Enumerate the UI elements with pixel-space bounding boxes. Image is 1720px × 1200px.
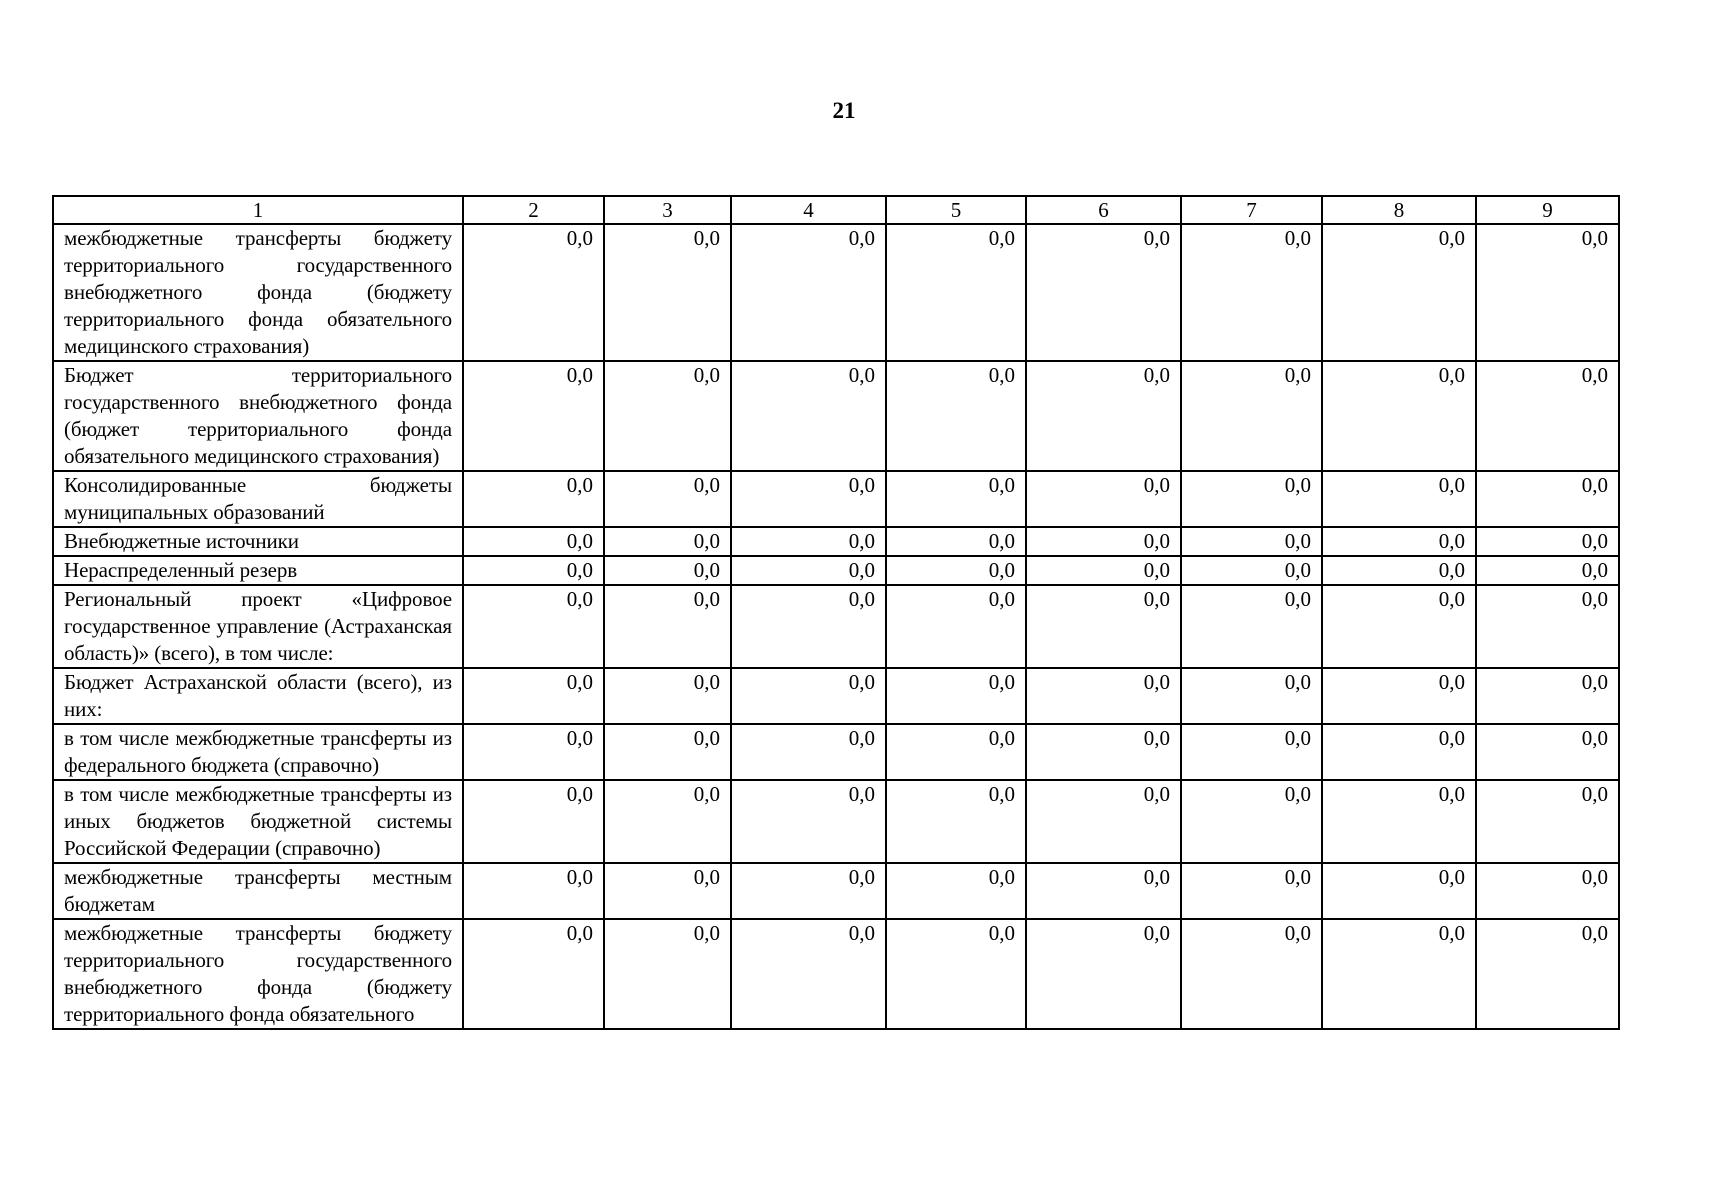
cell-value: 0,0 bbox=[604, 527, 731, 556]
cell-value: 0,0 bbox=[886, 919, 1026, 1029]
column-header: 2 bbox=[463, 196, 604, 224]
table-row bbox=[53, 780, 1619, 863]
cell-value: 0,0 bbox=[604, 361, 731, 471]
cell-value: 0,0 bbox=[1322, 224, 1476, 361]
table-row bbox=[53, 585, 1619, 668]
cell-value: 0,0 bbox=[604, 919, 731, 1029]
row-label: межбюджетные трансферты бюджету территориального государственного внебюджетного фонда (бюджету территориального фонда обязательного bbox=[53, 919, 463, 1029]
cell-value: 0,0 bbox=[1476, 780, 1619, 863]
cell-value: 0,0 bbox=[604, 585, 731, 668]
cell-value: 0,0 bbox=[1181, 724, 1322, 780]
row-label: Региональный проект «Цифровое государственное управление (Астраханская область)» (всего), в том числе: bbox=[53, 585, 463, 668]
table-row bbox=[53, 863, 1619, 919]
cell-value: 0,0 bbox=[731, 863, 886, 919]
cell-value: 0,0 bbox=[886, 224, 1026, 361]
cell-value: 0,0 bbox=[886, 780, 1026, 863]
column-header: 1 bbox=[53, 196, 463, 224]
cell-value: 0,0 bbox=[1181, 919, 1322, 1029]
cell-value: 0,0 bbox=[463, 863, 604, 919]
cell-value: 0,0 bbox=[463, 585, 604, 668]
cell-value: 0,0 bbox=[1026, 527, 1181, 556]
cell-value: 0,0 bbox=[463, 724, 604, 780]
row-label: межбюджетные трансферты бюджету территориального государственного внебюджетного фонда (бюджету территориального фонда обязательного медицинского страхования) bbox=[53, 224, 463, 361]
row-label: Нераспределенный резерв bbox=[53, 556, 463, 585]
row-label: в том числе межбюджетные трансферты из иных бюджетов бюджетной системы Российской Федерации (справочно) bbox=[53, 780, 463, 863]
column-header: 4 bbox=[731, 196, 886, 224]
row-label: Внебюджетные источники bbox=[53, 527, 463, 556]
cell-value: 0,0 bbox=[1181, 361, 1322, 471]
cell-value: 0,0 bbox=[886, 471, 1026, 527]
cell-value: 0,0 bbox=[731, 527, 886, 556]
cell-value: 0,0 bbox=[1322, 471, 1476, 527]
cell-value: 0,0 bbox=[604, 224, 731, 361]
row-label: Бюджет Астраханской области (всего), из них: bbox=[53, 668, 463, 724]
table-row bbox=[53, 224, 1619, 361]
cell-value: 0,0 bbox=[463, 471, 604, 527]
cell-value: 0,0 bbox=[463, 668, 604, 724]
cell-value: 0,0 bbox=[1476, 556, 1619, 585]
cell-value: 0,0 bbox=[604, 556, 731, 585]
table-row bbox=[53, 724, 1619, 780]
cell-value: 0,0 bbox=[1026, 585, 1181, 668]
cell-value: 0,0 bbox=[463, 361, 604, 471]
cell-value: 0,0 bbox=[604, 668, 731, 724]
cell-value: 0,0 bbox=[1181, 780, 1322, 863]
column-header: 9 bbox=[1476, 196, 1619, 224]
cell-value: 0,0 bbox=[463, 780, 604, 863]
cell-value: 0,0 bbox=[1181, 224, 1322, 361]
cell-value: 0,0 bbox=[886, 668, 1026, 724]
cell-value: 0,0 bbox=[886, 556, 1026, 585]
column-header: 3 bbox=[604, 196, 731, 224]
cell-value: 0,0 bbox=[604, 863, 731, 919]
cell-value: 0,0 bbox=[886, 527, 1026, 556]
cell-value: 0,0 bbox=[886, 724, 1026, 780]
row-label: межбюджетные трансферты местным бюджетам bbox=[53, 863, 463, 919]
table-body bbox=[53, 224, 1619, 1029]
cell-value: 0,0 bbox=[1026, 361, 1181, 471]
cell-value: 0,0 bbox=[886, 361, 1026, 471]
table-row bbox=[53, 556, 1619, 585]
cell-value: 0,0 bbox=[1476, 724, 1619, 780]
cell-value: 0,0 bbox=[1476, 361, 1619, 471]
cell-value: 0,0 bbox=[1181, 556, 1322, 585]
cell-value: 0,0 bbox=[731, 919, 886, 1029]
cell-value: 0,0 bbox=[1322, 724, 1476, 780]
cell-value: 0,0 bbox=[1476, 919, 1619, 1029]
cell-value: 0,0 bbox=[1026, 780, 1181, 863]
cell-value: 0,0 bbox=[1026, 668, 1181, 724]
row-label: в том числе межбюджетные трансферты из федерального бюджета (справочно) bbox=[53, 724, 463, 780]
cell-value: 0,0 bbox=[604, 780, 731, 863]
cell-value: 0,0 bbox=[1322, 668, 1476, 724]
cell-value: 0,0 bbox=[1181, 471, 1322, 527]
table-row bbox=[53, 471, 1619, 527]
cell-value: 0,0 bbox=[463, 224, 604, 361]
cell-value: 0,0 bbox=[1322, 556, 1476, 585]
budget-table bbox=[52, 195, 1620, 1030]
cell-value: 0,0 bbox=[604, 471, 731, 527]
cell-value: 0,0 bbox=[731, 471, 886, 527]
cell-value: 0,0 bbox=[886, 585, 1026, 668]
cell-value: 0,0 bbox=[1322, 919, 1476, 1029]
cell-value: 0,0 bbox=[731, 585, 886, 668]
cell-value: 0,0 bbox=[1181, 585, 1322, 668]
column-header: 7 bbox=[1181, 196, 1322, 224]
cell-value: 0,0 bbox=[731, 780, 886, 863]
cell-value: 0,0 bbox=[1181, 668, 1322, 724]
cell-value: 0,0 bbox=[1322, 863, 1476, 919]
cell-value: 0,0 bbox=[1026, 224, 1181, 361]
cell-value: 0,0 bbox=[604, 724, 731, 780]
table-row bbox=[53, 361, 1619, 471]
row-label: Консолидированные бюджеты муниципальных образований bbox=[53, 471, 463, 527]
header-row bbox=[53, 196, 1619, 224]
cell-value: 0,0 bbox=[1026, 863, 1181, 919]
column-header: 5 bbox=[886, 196, 1026, 224]
cell-value: 0,0 bbox=[1476, 668, 1619, 724]
row-label: Бюджет территориального государственного внебюджетного фонда (бюджет территориального фонда обязательного медицинского страхования) bbox=[53, 361, 463, 471]
cell-value: 0,0 bbox=[886, 863, 1026, 919]
cell-value: 0,0 bbox=[1181, 863, 1322, 919]
page-number: 21 bbox=[832, 98, 856, 123]
cell-value: 0,0 bbox=[1322, 585, 1476, 668]
cell-value: 0,0 bbox=[463, 556, 604, 585]
cell-value: 0,0 bbox=[731, 361, 886, 471]
cell-value: 0,0 bbox=[1476, 527, 1619, 556]
cell-value: 0,0 bbox=[731, 224, 886, 361]
cell-value: 0,0 bbox=[463, 919, 604, 1029]
cell-value: 0,0 bbox=[731, 724, 886, 780]
table-row bbox=[53, 668, 1619, 724]
cell-value: 0,0 bbox=[1026, 471, 1181, 527]
column-header: 8 bbox=[1322, 196, 1476, 224]
cell-value: 0,0 bbox=[731, 668, 886, 724]
cell-value: 0,0 bbox=[731, 556, 886, 585]
table-row bbox=[53, 919, 1619, 1029]
cell-value: 0,0 bbox=[1026, 919, 1181, 1029]
cell-value: 0,0 bbox=[1322, 527, 1476, 556]
cell-value: 0,0 bbox=[463, 527, 604, 556]
cell-value: 0,0 bbox=[1476, 471, 1619, 527]
column-header: 6 bbox=[1026, 196, 1181, 224]
cell-value: 0,0 bbox=[1476, 863, 1619, 919]
cell-value: 0,0 bbox=[1322, 780, 1476, 863]
cell-value: 0,0 bbox=[1026, 556, 1181, 585]
table-header bbox=[53, 196, 1619, 224]
cell-value: 0,0 bbox=[1181, 527, 1322, 556]
cell-value: 0,0 bbox=[1322, 361, 1476, 471]
cell-value: 0,0 bbox=[1476, 585, 1619, 668]
cell-value: 0,0 bbox=[1476, 224, 1619, 361]
table-row bbox=[53, 527, 1619, 556]
cell-value: 0,0 bbox=[1026, 724, 1181, 780]
